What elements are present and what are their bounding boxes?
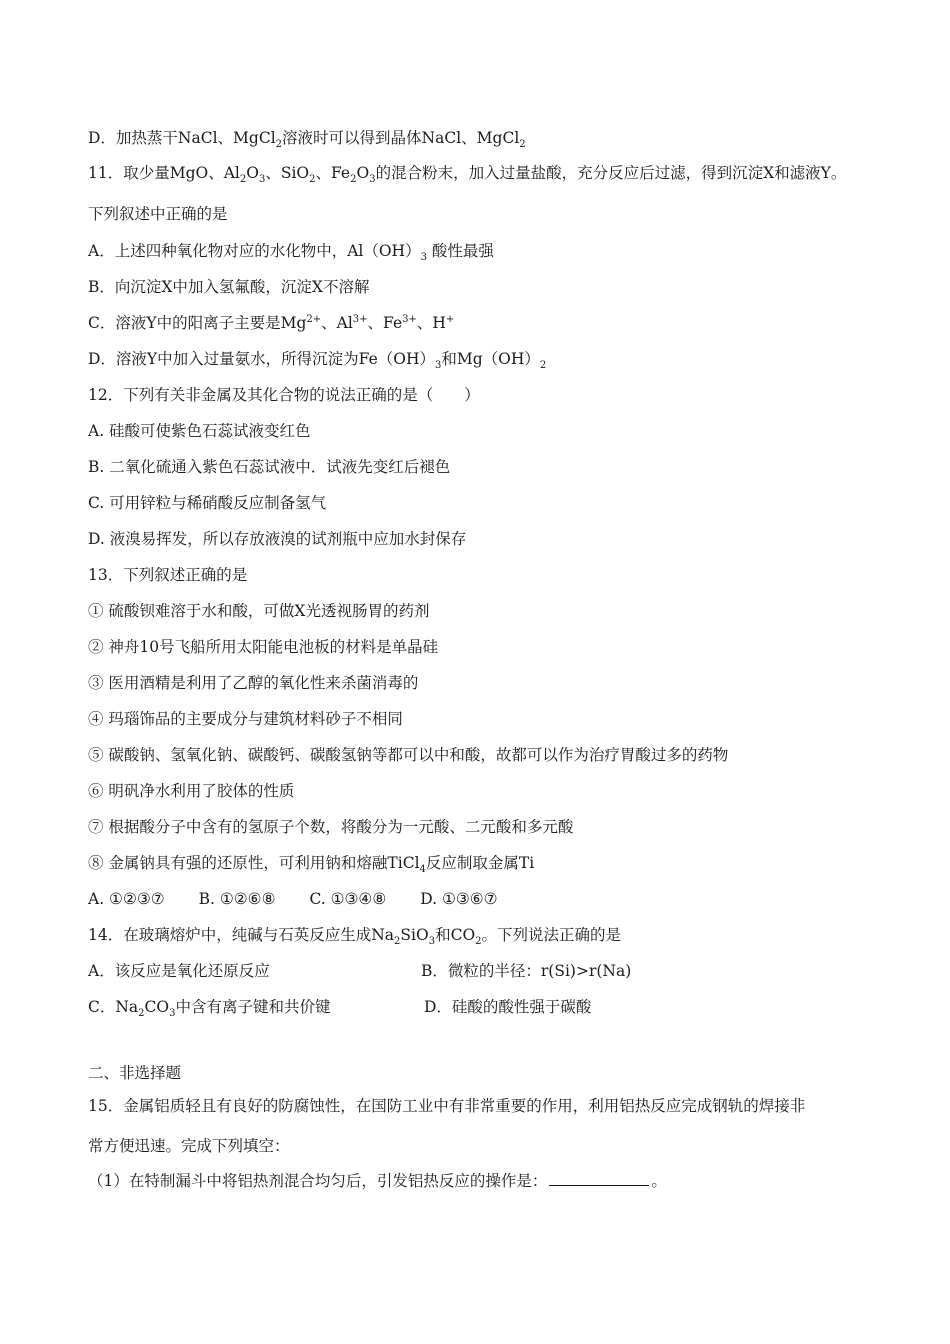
q11-option-d: D．溶液Y中加入过量氨水，所得沉淀为$Fe(OH)_3$和$Mg(OH)_2$: [88, 350, 547, 372]
q11-stem-2: 下列叙述中正确的是: [88, 205, 228, 223]
q10-option-d: D．加热蒸干NaCl、MgCl$_2$溶液时可以得到晶体NaCl、MgCl$_2$: [88, 129, 526, 151]
q12-option-d: D. 液溴易挥发，所以存放液溴的试剂瓶中应加水封保存: [88, 530, 467, 548]
q14-options-row-1: [88, 961, 848, 981]
q15-stem-1: 15．金属铝质轻且有良好的防腐蚀性，在国防工业中有非常重要的作用，利用铝热反应完成钢轨的焊接非: [88, 1097, 806, 1115]
q14-option-d: D．硅酸的酸性强于碳酸: [424, 998, 592, 1016]
q13-statement-4: ④ 玛瑙饰品的主要成分与建筑材料砂子不相同: [88, 710, 403, 728]
q14-option-b: B．微粒的半径：r(Si)>r(Na): [421, 962, 632, 980]
q13-statement-7: ⑦ 根据酸分子中含有的氢原子个数，将酸分为一元酸、二元酸和多元酸: [88, 818, 574, 836]
q12-option-c: C. 可用锌粒与稀硝酸反应制备氢气: [88, 494, 327, 512]
q11-option-b: B．向沉淀X中加入氢氟酸，沉淀X不溶解: [88, 278, 370, 296]
q11-stem: 11．取少量MgO、$Al_2O_3$、SiO$_2$、$Fe_2O_3$的混合粉末，加入过量盐酸，充分反应后过滤，得到沉淀X和滤液Y。: [88, 164, 847, 186]
q13-statement-3: ③ 医用酒精是利用了乙醇的氧化性来杀菌消毒的: [88, 674, 419, 692]
q12-option-a: A. 硅酸可使紫色石蕊试液变红色: [88, 422, 311, 440]
q14-stem: 14．在玻璃熔炉中，纯碱与石英反应生成$Na_2SiO_3$和$CO_2$。下列说法正确的是: [88, 926, 622, 948]
q14-option-c: C．$Na_2CO_3$中含有离子键和共价键: [88, 998, 331, 1020]
q13-statement-1: ① 硫酸钡难溶于水和酸，可做X光透视肠胃的药剂: [88, 602, 430, 620]
q13-statement-8: ⑧ 金属钠具有强的还原性，可利用钠和熔融TiCl$_4$反应制取金属Ti: [88, 854, 535, 876]
q13-stem: 13．下列叙述正确的是: [88, 566, 248, 584]
q13-statement-2: ② 神舟10号飞船所用太阳能电池板的材料是单晶硅: [88, 638, 439, 656]
q12-stem: 12．下列有关非金属及其化合物的说法正确的是（ ）: [88, 386, 480, 404]
q13-statement-6: ⑥ 明矾净水利用了胶体的性质: [88, 782, 295, 800]
section-heading: 二、非选择题: [88, 1064, 182, 1082]
q13-options: [88, 889, 532, 909]
q14-option-a: A．该反应是氧化还原反应: [88, 962, 270, 980]
answer-blank[interactable]: [549, 1171, 649, 1186]
q13-option-c: C. ①③④⑧: [309, 890, 387, 908]
q11-option-c: C．溶液Y中的阳离子主要是$Mg^{2+}$、$Al^{3+}$、$Fe^{3+}$、H+: [88, 313, 455, 332]
q13-statement-5: ⑤ 碳酸钠、氢氧化钠、碳酸钙、碳酸氢钠等都可以中和酸，故都可以作为治疗胃酸过多的药物: [88, 746, 729, 764]
q13-option-a: A. ①②③⑦: [88, 890, 165, 908]
q15-stem-2: 常方便迅速。完成下列填空：: [88, 1137, 290, 1155]
q13-option-b: B. ①②⑥⑧: [198, 890, 276, 908]
q13-option-d: D. ①③⑥⑦: [420, 890, 498, 908]
q15-subquestion-1: （1）在特制漏斗中将铝热剂混合均匀后，引发铝热反应的操作是： 。: [88, 1172, 667, 1190]
q11-option-a: A．上述四种氧化物对应的水化物中，$Al(OH)_3$ 酸性最强: [88, 242, 494, 264]
q14-options-row-2: [88, 997, 848, 1020]
q12-option-b: B. 二氧化硫通入紫色石蕊试液中．试液先变红后褪色: [88, 458, 451, 476]
